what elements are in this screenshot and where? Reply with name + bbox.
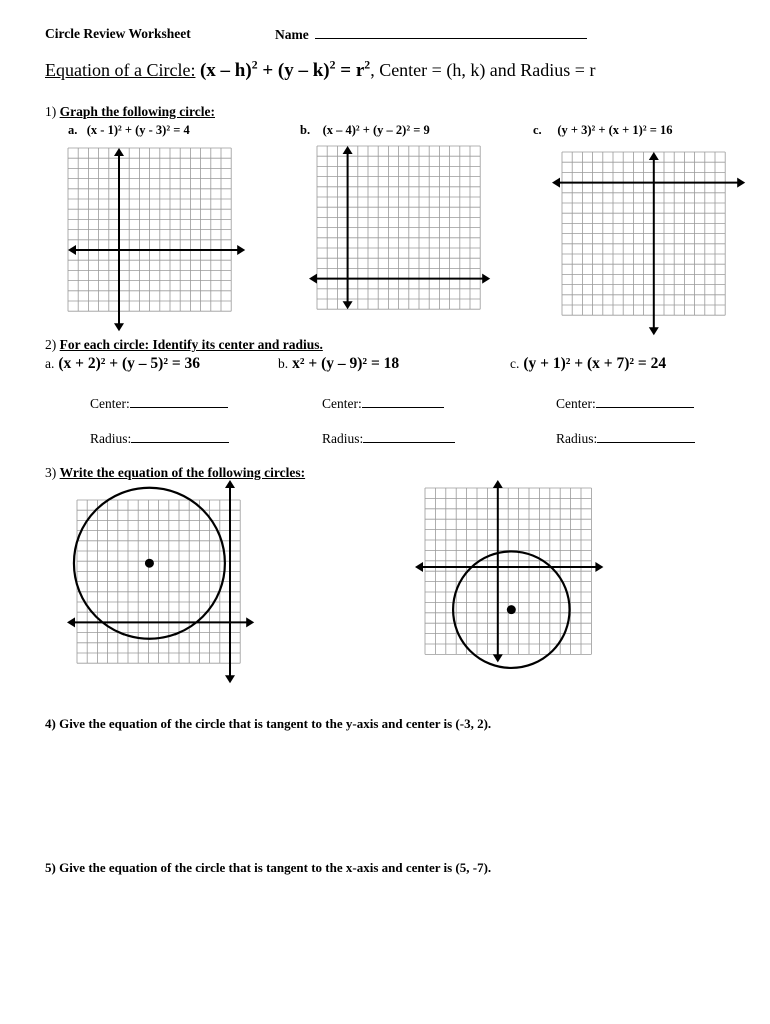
radius-field-a[interactable]	[90, 430, 229, 447]
circle-equation-formula	[45, 60, 595, 82]
graph-grid-1b[interactable]	[305, 140, 490, 315]
center-label: Center:	[556, 396, 596, 411]
x-axis-arrow-right-icon	[737, 178, 745, 188]
worksheet-title: Circle Review Worksheet	[45, 26, 191, 41]
section5-question: 5) Give the equation of the circle that is tangent to the x-axis and center is (5, -7).	[45, 860, 492, 875]
y-axis-arrow-down-icon	[649, 327, 659, 335]
item-equation: (x – 4)² + (y – 2)² = 9	[322, 123, 430, 137]
radius-blank[interactable]	[363, 430, 455, 443]
item-equation: (x - 1)² + (y - 3)² = 4	[86, 123, 190, 137]
y-axis-arrow-down-icon	[225, 675, 235, 683]
y-axis-arrow-up-icon	[343, 146, 353, 154]
graph-grid-1c[interactable]	[550, 140, 740, 325]
item-equation: (y + 1)² + (x + 7)² = 24	[523, 355, 667, 372]
x-axis-arrow-left-icon	[309, 274, 317, 284]
x-axis-arrow-left-icon	[552, 178, 560, 188]
section2-number: 2)	[45, 337, 57, 352]
name-label: Name	[275, 27, 309, 42]
center-label: Center:	[322, 396, 362, 411]
radius-blank[interactable]	[131, 430, 229, 443]
section2-item-a	[45, 355, 200, 373]
section1-item-b	[300, 123, 430, 138]
section2-heading	[45, 337, 323, 353]
x-axis-arrow-right-icon	[595, 562, 603, 572]
section4-question: 4) Give the equation of the circle that is tangent to the y-axis and center is (-3, 2).	[45, 716, 492, 731]
radius-field-c[interactable]	[556, 430, 695, 447]
y-axis-arrow-up-icon	[225, 480, 235, 488]
x-axis-arrow-left-icon	[415, 562, 423, 572]
radius-label: Radius:	[322, 431, 364, 446]
graph-grid-3a	[65, 480, 265, 675]
y-axis-arrow-down-icon	[493, 654, 503, 662]
section2-title: For each circle: Identify its center and radius.	[59, 337, 323, 352]
section2-item-b	[278, 355, 399, 373]
y-axis-arrow-down-icon	[343, 301, 353, 309]
name-field[interactable]	[275, 26, 587, 43]
item-letter: c.	[533, 123, 542, 137]
item-letter: a.	[68, 123, 78, 137]
graph-grid-1a[interactable]	[60, 140, 240, 330]
item-equation: (x + 2)² + (y – 5)² = 36	[58, 355, 201, 372]
x-axis-arrow-left-icon	[67, 617, 75, 627]
y-axis-arrow-up-icon	[493, 480, 503, 488]
graph-grid-3b	[413, 480, 608, 675]
x-axis-arrow-right-icon	[246, 617, 254, 627]
section1-heading	[45, 104, 215, 120]
formula-prefix: Equation of a Circle:	[45, 60, 196, 80]
item-letter: b.	[300, 123, 311, 137]
section1-item-c	[533, 123, 672, 138]
formula-equation: $(x - h)^2 + (y - k)^2 = r^2$	[199, 58, 371, 81]
section3-heading	[45, 465, 305, 481]
radius-label: Radius:	[556, 431, 598, 446]
center-field-c[interactable]	[556, 395, 694, 412]
radius-label: Radius:	[90, 431, 132, 446]
section1-title: Graph the following circle:	[59, 104, 215, 119]
circle-center-point	[507, 605, 516, 614]
radius-blank[interactable]	[597, 430, 695, 443]
y-axis-arrow-down-icon	[114, 323, 124, 331]
name-blank[interactable]	[315, 26, 587, 39]
center-field-a[interactable]	[90, 395, 228, 412]
section3-number: 3)	[45, 465, 57, 480]
circle-center-point	[145, 559, 154, 568]
x-axis-arrow-right-icon	[237, 245, 245, 255]
x-axis-arrow-right-icon	[482, 274, 490, 284]
item-equation: x² + (y – 9)² = 18	[292, 355, 400, 372]
center-field-b[interactable]	[322, 395, 444, 412]
item-letter: a.	[45, 356, 55, 371]
radius-field-b[interactable]	[322, 430, 455, 447]
section2-item-c	[510, 355, 666, 373]
item-letter: b.	[278, 356, 289, 371]
center-blank[interactable]	[130, 395, 228, 408]
item-letter: c.	[510, 356, 520, 371]
item-equation: (y + 3)² + (x + 1)² = 16	[557, 123, 673, 137]
section3-title: Write the equation of the following circles:	[59, 465, 306, 480]
formula-center-radius: , Center = (h, k) and Radius = r	[370, 60, 596, 80]
center-label: Center:	[90, 396, 130, 411]
center-blank[interactable]	[362, 395, 444, 408]
x-axis-arrow-left-icon	[68, 245, 76, 255]
y-axis-arrow-up-icon	[114, 148, 124, 156]
section1-number: 1)	[45, 104, 57, 119]
center-blank[interactable]	[596, 395, 694, 408]
y-axis-arrow-up-icon	[649, 152, 659, 160]
section1-item-a	[68, 123, 190, 138]
